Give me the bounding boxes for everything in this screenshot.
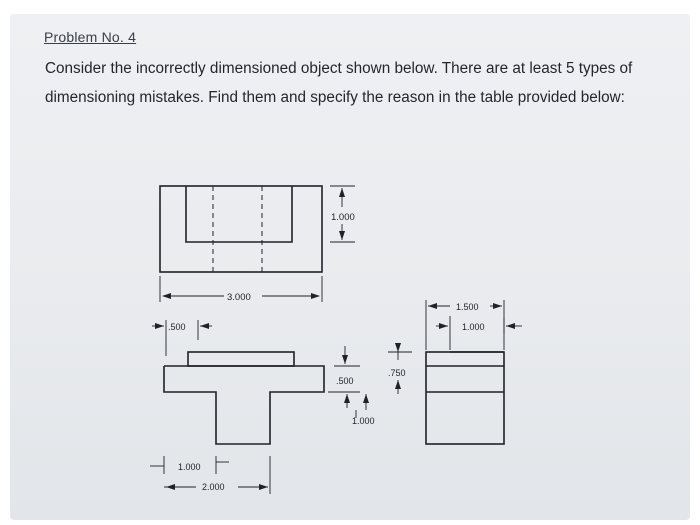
- dim-top-width: 3.000: [227, 292, 251, 303]
- top-view-dimensions: [160, 186, 355, 302]
- dim-front-right-height: .750: [388, 368, 406, 378]
- dim-front-mid: .500: [336, 376, 354, 386]
- dim-top-height: 1.000: [331, 212, 355, 223]
- dim-bottom-overall: 2.000: [202, 482, 225, 492]
- problem-title: Problem No. 4: [44, 29, 137, 45]
- dim-bottom-small: 1.000: [178, 462, 201, 472]
- dim-front-stem: 1.000: [352, 416, 375, 426]
- problem-statement: Consider the incorrectly dimensioned object shown below. There are at least 5 types of dimensioning mistakes. Find them and specify the reason in the table provided below:: [45, 60, 633, 106]
- top-view: [160, 186, 322, 272]
- side-view: [426, 352, 504, 444]
- dim-side-width: 1.500: [456, 302, 479, 312]
- dim-side-inner: 1.000: [462, 322, 485, 332]
- front-view: [164, 352, 324, 444]
- dim-front-left: .500: [168, 322, 186, 332]
